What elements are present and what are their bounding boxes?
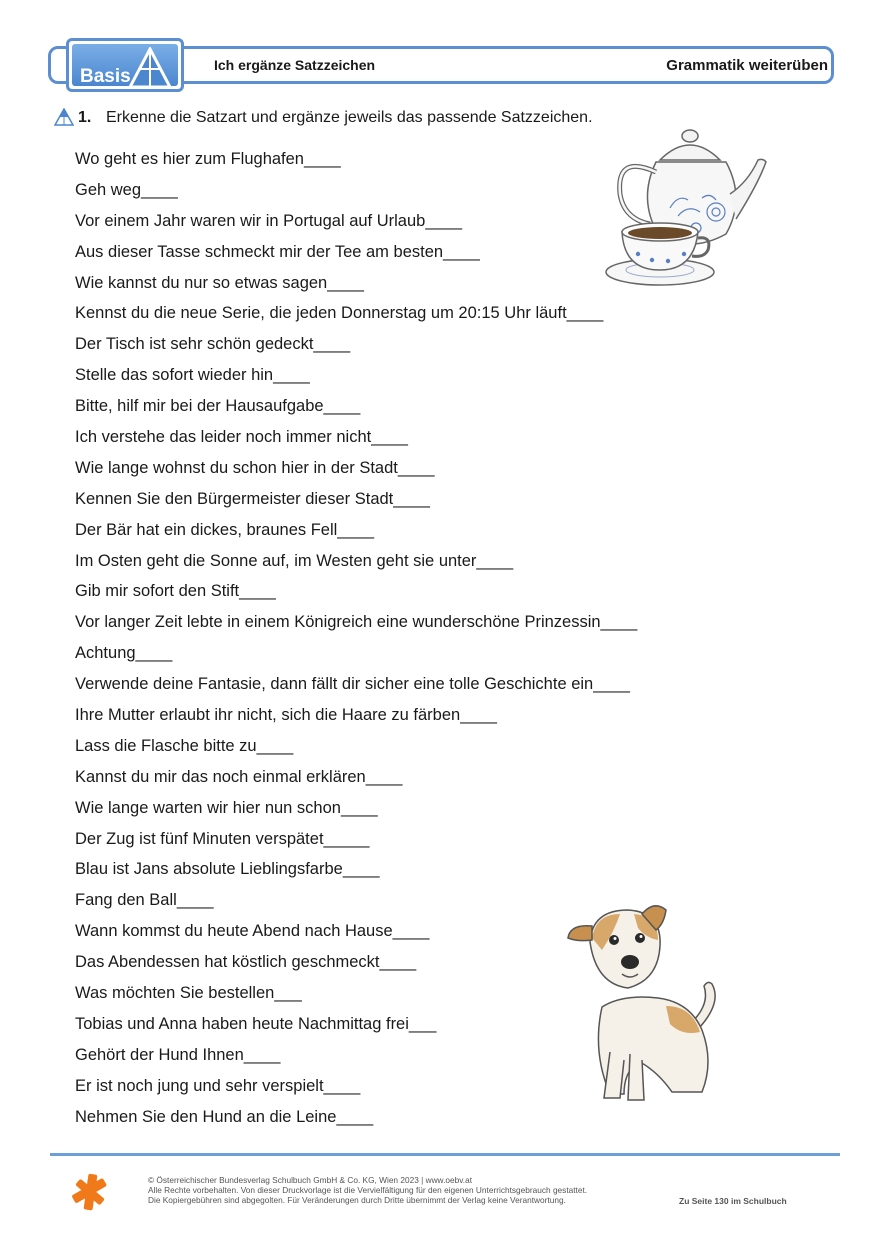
pyramid-level-icon bbox=[54, 108, 74, 126]
sentence-item: Wo geht es hier zum Flughafen____ bbox=[75, 150, 341, 168]
textbook-page-reference: Zu Seite 130 im Schulbuch bbox=[679, 1196, 787, 1206]
sentence-item: Lass die Flasche bitte zu____ bbox=[75, 736, 294, 755]
sentence-item: Blau ist Jans absolute Lieblingsfarbe____ bbox=[75, 860, 380, 879]
task-number: 1. bbox=[78, 109, 92, 126]
sentence-item: Der Zug ist fünf Minuten verspätet_____ bbox=[75, 829, 370, 848]
footer-divider bbox=[50, 1153, 840, 1156]
sentence-item: Im Osten geht die Sonne auf, im Westen geht sie unter____ bbox=[75, 551, 514, 570]
sentence-item: Wie lange wohnst du schon hier in der Stadt____ bbox=[75, 458, 435, 477]
sentence-item: Vor einem Jahr waren wir in Portugal auf Urlaub____ bbox=[75, 211, 463, 230]
sentence-item: Kannst du mir das noch einmal erklären____ bbox=[75, 767, 403, 786]
sentence-item: Ihre Mutter erlaubt ihr nicht, sich die Haare zu färben____ bbox=[75, 706, 497, 725]
copyright-notice bbox=[148, 1175, 587, 1205]
sentence-item: Nehmen Sie den Hund an die Leine____ bbox=[75, 1107, 374, 1126]
sentence-item: Geh weg____ bbox=[75, 180, 178, 199]
sentence-item: Tobias und Anna haben heute Nachmittag frei___ bbox=[75, 1014, 437, 1033]
sentence-list bbox=[75, 149, 637, 1138]
sentence-item: Achtung____ bbox=[75, 644, 173, 663]
sentence-item: Wie kannst du nur so etwas sagen____ bbox=[75, 273, 364, 292]
pyramid-icon bbox=[128, 47, 172, 89]
sentence-item: Vor langer Zeit lebte in einem Königreich eine wunderschöne Prinzessin____ bbox=[75, 613, 638, 632]
badge-label: Basis bbox=[80, 66, 131, 87]
sentence-item: Stelle das sofort wieder hin____ bbox=[75, 366, 310, 385]
publisher-logo-icon bbox=[70, 1172, 110, 1212]
copyright-line: © Österreichischer Bundesverlag Schulbuch GmbH & Co. KG, Wien 2023 | www.oebv.at bbox=[148, 1175, 472, 1185]
worksheet-title: Ich ergänze Satzzeichen bbox=[214, 57, 376, 73]
task-instruction: Erkenne die Satzart und ergänze jeweils das passende Satzzeichen. bbox=[106, 109, 593, 126]
sentence-item: Gib mir sofort den Stift____ bbox=[75, 582, 276, 601]
section-title: Grammatik weiterüben bbox=[666, 57, 828, 74]
sentence-item: Er ist noch jung und sehr verspielt____ bbox=[75, 1076, 361, 1095]
sentence-item: Kennen Sie den Bürgermeister dieser Stadt____ bbox=[75, 489, 430, 508]
sentence-item: Was möchten Sie bestellen___ bbox=[75, 984, 302, 1003]
sentence-item: Kennst du die neue Serie, die jeden Donnerstag um 20:15 Uhr läuft____ bbox=[75, 304, 604, 323]
sentence-item: Der Bär hat ein dickes, braunes Fell____ bbox=[75, 520, 374, 539]
sentence-item: Gehört der Hund Ihnen____ bbox=[75, 1045, 281, 1064]
copyright-line: Alle Rechte vorbehalten. Von dieser Druckvorlage ist die Vervielfältigung für den eigenen Unterrichtsgebrauch gestattet. bbox=[148, 1185, 588, 1195]
level-badge bbox=[66, 38, 184, 92]
sentence-item: Verwende deine Fantasie, dann fällt dir sicher eine tolle Geschichte ein____ bbox=[75, 675, 630, 694]
sentence-item: Bitte, hilf mir bei der Hausaufgabe____ bbox=[75, 397, 361, 416]
copyright-line: Die Kopiergebühren sind abgegolten. Für Veränderungen durch Dritte übernimmt der Verlag keine Verantwortung. bbox=[148, 1195, 566, 1205]
sentence-item: Ich verstehe das leider noch immer nicht____ bbox=[75, 428, 408, 447]
dog-illustration bbox=[562, 902, 742, 1112]
sentence-item: Der Tisch ist sehr schön gedeckt____ bbox=[75, 335, 351, 354]
sentence-item: Wie lange warten wir hier nun schon____ bbox=[75, 798, 378, 817]
sentence-item: Das Abendessen hat köstlich geschmeckt____ bbox=[75, 953, 417, 972]
sentence-item: Fang den Ball____ bbox=[75, 891, 214, 910]
sentence-item: Aus dieser Tasse schmeckt mir der Tee am besten____ bbox=[75, 242, 480, 261]
teapot-illustration bbox=[598, 124, 773, 294]
sentence-item: Wann kommst du heute Abend nach Hause____ bbox=[75, 922, 430, 941]
